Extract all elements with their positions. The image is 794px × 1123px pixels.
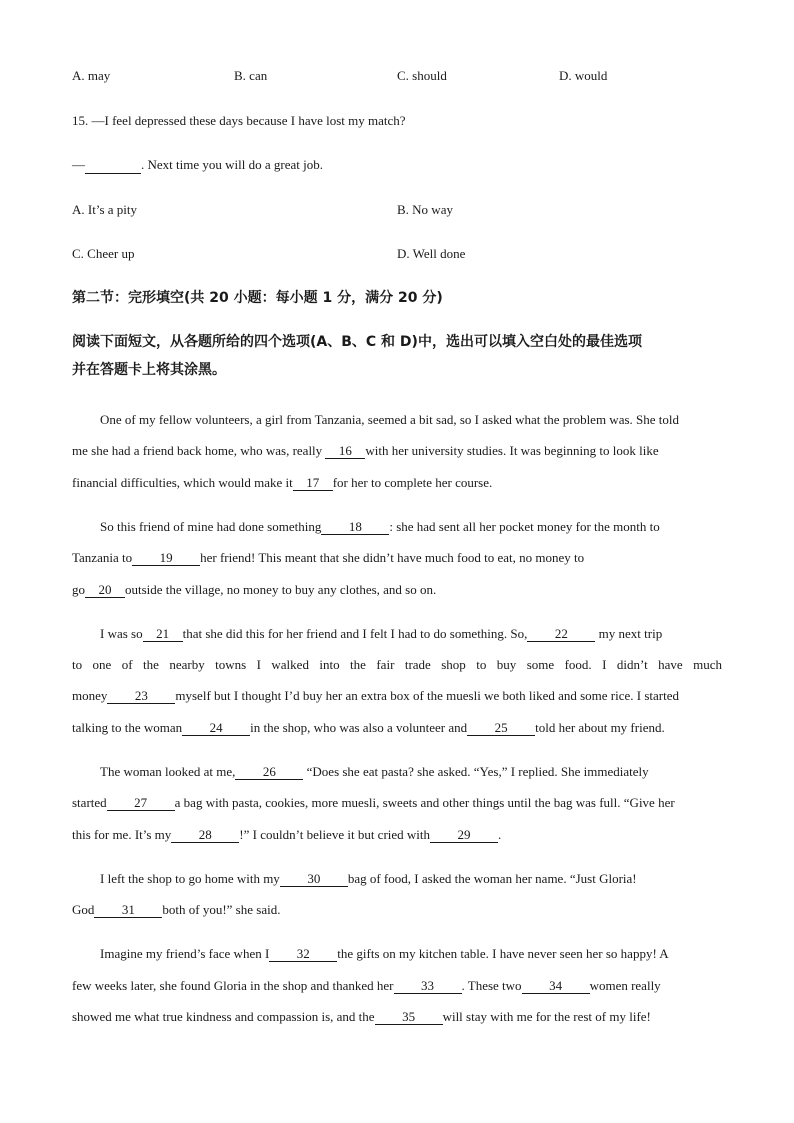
p2-text: her friend! This meant that she didn’t have much food to eat, no money to <box>200 550 585 565</box>
cloze-blank-16: 16 <box>325 444 365 459</box>
cloze-blank-24: 24 <box>182 721 250 736</box>
p3-text: I was so <box>100 626 143 641</box>
cloze-blank-20: 20 <box>85 583 125 598</box>
cloze-blank-28: 28 <box>171 828 239 843</box>
p5-line-2 <box>72 902 280 918</box>
cloze-blank-34: 34 <box>522 979 590 994</box>
q14-option-d: D. would <box>559 68 608 83</box>
cloze-blank-32: 32 <box>269 947 337 962</box>
cloze-blank-33: 33 <box>394 979 462 994</box>
p4-text: The woman looked at me, <box>100 764 236 779</box>
cloze-blank-35: 35 <box>375 1010 443 1025</box>
p1-text: for her to complete her course. <box>332 475 493 490</box>
p5-line-1 <box>100 871 637 887</box>
p4-text: started <box>72 795 107 810</box>
p3-text: told her about my friend. <box>535 720 665 735</box>
p6-text: women really <box>589 978 661 993</box>
p3-line-4 <box>72 720 665 736</box>
p6-text: the gifts on my kitchen table. I have never seen her so happy! A <box>337 946 669 961</box>
p6-line-2 <box>72 978 661 994</box>
p1-line-1: One of my fellow volunteers, a girl from Tanzania, seemed a bit sad, so I asked what the problem was. She told <box>100 412 680 427</box>
p2-line-2 <box>72 550 584 566</box>
p2-text: go <box>72 582 85 597</box>
cloze-blank-18: 18 <box>321 520 389 535</box>
q15-option-c: C. Cheer up <box>72 246 135 261</box>
p3-line-1 <box>100 626 662 642</box>
p2-text: So this friend of mine had done something <box>100 519 322 534</box>
p4-line-1 <box>100 764 649 780</box>
p6-text: few weeks later, she found Gloria in the shop and thanked her <box>72 978 394 993</box>
p5-text: I left the shop to go home with my <box>100 871 280 886</box>
q15-reply-text: . Next time you will do a great job. <box>141 157 323 172</box>
section-instruction-line-2: 并在答题卡上将其涂黑。 <box>72 362 226 378</box>
p3-text: in the shop, who was also a volunteer and <box>250 720 468 735</box>
q14-option-a: A. may <box>72 68 111 83</box>
p6-line-3 <box>72 1009 651 1025</box>
section-instruction-line-1: 阅读下面短文，从各题所给的四个选项(A、B、C 和 D)中，选出可以填入空白处的最佳选项 <box>72 334 642 350</box>
p3-text: money <box>72 688 108 703</box>
p1-text: with her university studies. It was beginning to look like <box>365 443 659 458</box>
cloze-blank-19: 19 <box>132 551 200 566</box>
p2-text: : she had sent all her pocket money for the month to <box>389 519 660 534</box>
p3-text: talking to the woman <box>72 720 183 735</box>
q15-stem: 15. —I feel depressed these days because I have lost my match? <box>72 113 406 128</box>
p3-text: my next trip <box>595 626 663 641</box>
p4-text: “Does she eat pasta? she asked. “Yes,” I replied. She immediately <box>303 764 649 779</box>
q14-option-c: C. should <box>397 68 447 83</box>
p1-line-2 <box>72 443 659 459</box>
p3-line-2: to one of the nearby towns I walked into the fair trade shop to buy some food. I didn’t have much <box>72 657 722 672</box>
p2-text: Tanzania to <box>72 550 133 565</box>
q15-option-a: A. It’s a pity <box>72 202 137 217</box>
p6-text: Imagine my friend’s face when I <box>100 946 270 961</box>
q15-option-d: D. Well done <box>397 246 466 261</box>
p6-text: will stay with me for the rest of my life! <box>442 1009 651 1024</box>
cloze-blank-17: 17 <box>293 476 333 491</box>
p6-text: showed me what true kindness and compassion is, and the <box>72 1009 375 1024</box>
p3-text: myself but I thought I’d buy her an extra box of the muesli we both liked and some rice. I started <box>175 688 680 703</box>
p6-text: . These two <box>461 978 522 993</box>
p5-text: bag of food, I asked the woman her name. “Just Gloria! <box>347 871 637 886</box>
q15-option-b: B. No way <box>397 202 453 217</box>
p6-line-1 <box>100 946 669 962</box>
p4-text: !” I couldn’t believe it but cried with <box>239 827 431 842</box>
cloze-blank-27: 27 <box>107 796 175 811</box>
q15-reply-dash: — <box>72 157 85 172</box>
p5-text: God <box>72 902 95 917</box>
p1-line-3 <box>72 475 492 491</box>
cloze-blank-21: 21 <box>143 627 183 642</box>
cloze-blank-23: 23 <box>107 689 175 704</box>
q15-reply <box>72 157 323 174</box>
cloze-blank-30: 30 <box>280 872 348 887</box>
p2-line-3 <box>72 582 436 598</box>
p2-line-1 <box>100 519 660 535</box>
p1-text: me she had a friend back home, who was, really <box>72 443 326 458</box>
p5-text: both of you!” she said. <box>162 902 281 917</box>
p4-text: . <box>498 827 502 842</box>
q15-answer-blank <box>85 157 141 174</box>
cloze-blank-31: 31 <box>94 903 162 918</box>
p4-line-3 <box>72 827 501 843</box>
cloze-blank-22: 22 <box>527 627 595 642</box>
q14-option-b: B. can <box>234 68 268 83</box>
p4-line-2 <box>72 795 675 811</box>
p3-text: that she did this for her friend and I felt I had to do something. So, <box>182 626 528 641</box>
cloze-blank-25: 25 <box>467 721 535 736</box>
p4-text: a bag with pasta, cookies, more muesli, sweets and other things until the bag was full. “Give her <box>174 795 675 810</box>
section-title: 第二节：完形填空(共 20 小题：每小题 1 分，满分 20 分) <box>72 290 443 306</box>
cloze-blank-29: 29 <box>430 828 498 843</box>
p3-line-3 <box>72 688 679 704</box>
cloze-blank-26: 26 <box>235 765 303 780</box>
p4-text: this for me. It’s my <box>72 827 172 842</box>
p1-text: financial difficulties, which would make it <box>72 475 293 490</box>
p2-text: outside the village, no money to buy any clothes, and so on. <box>125 582 437 597</box>
